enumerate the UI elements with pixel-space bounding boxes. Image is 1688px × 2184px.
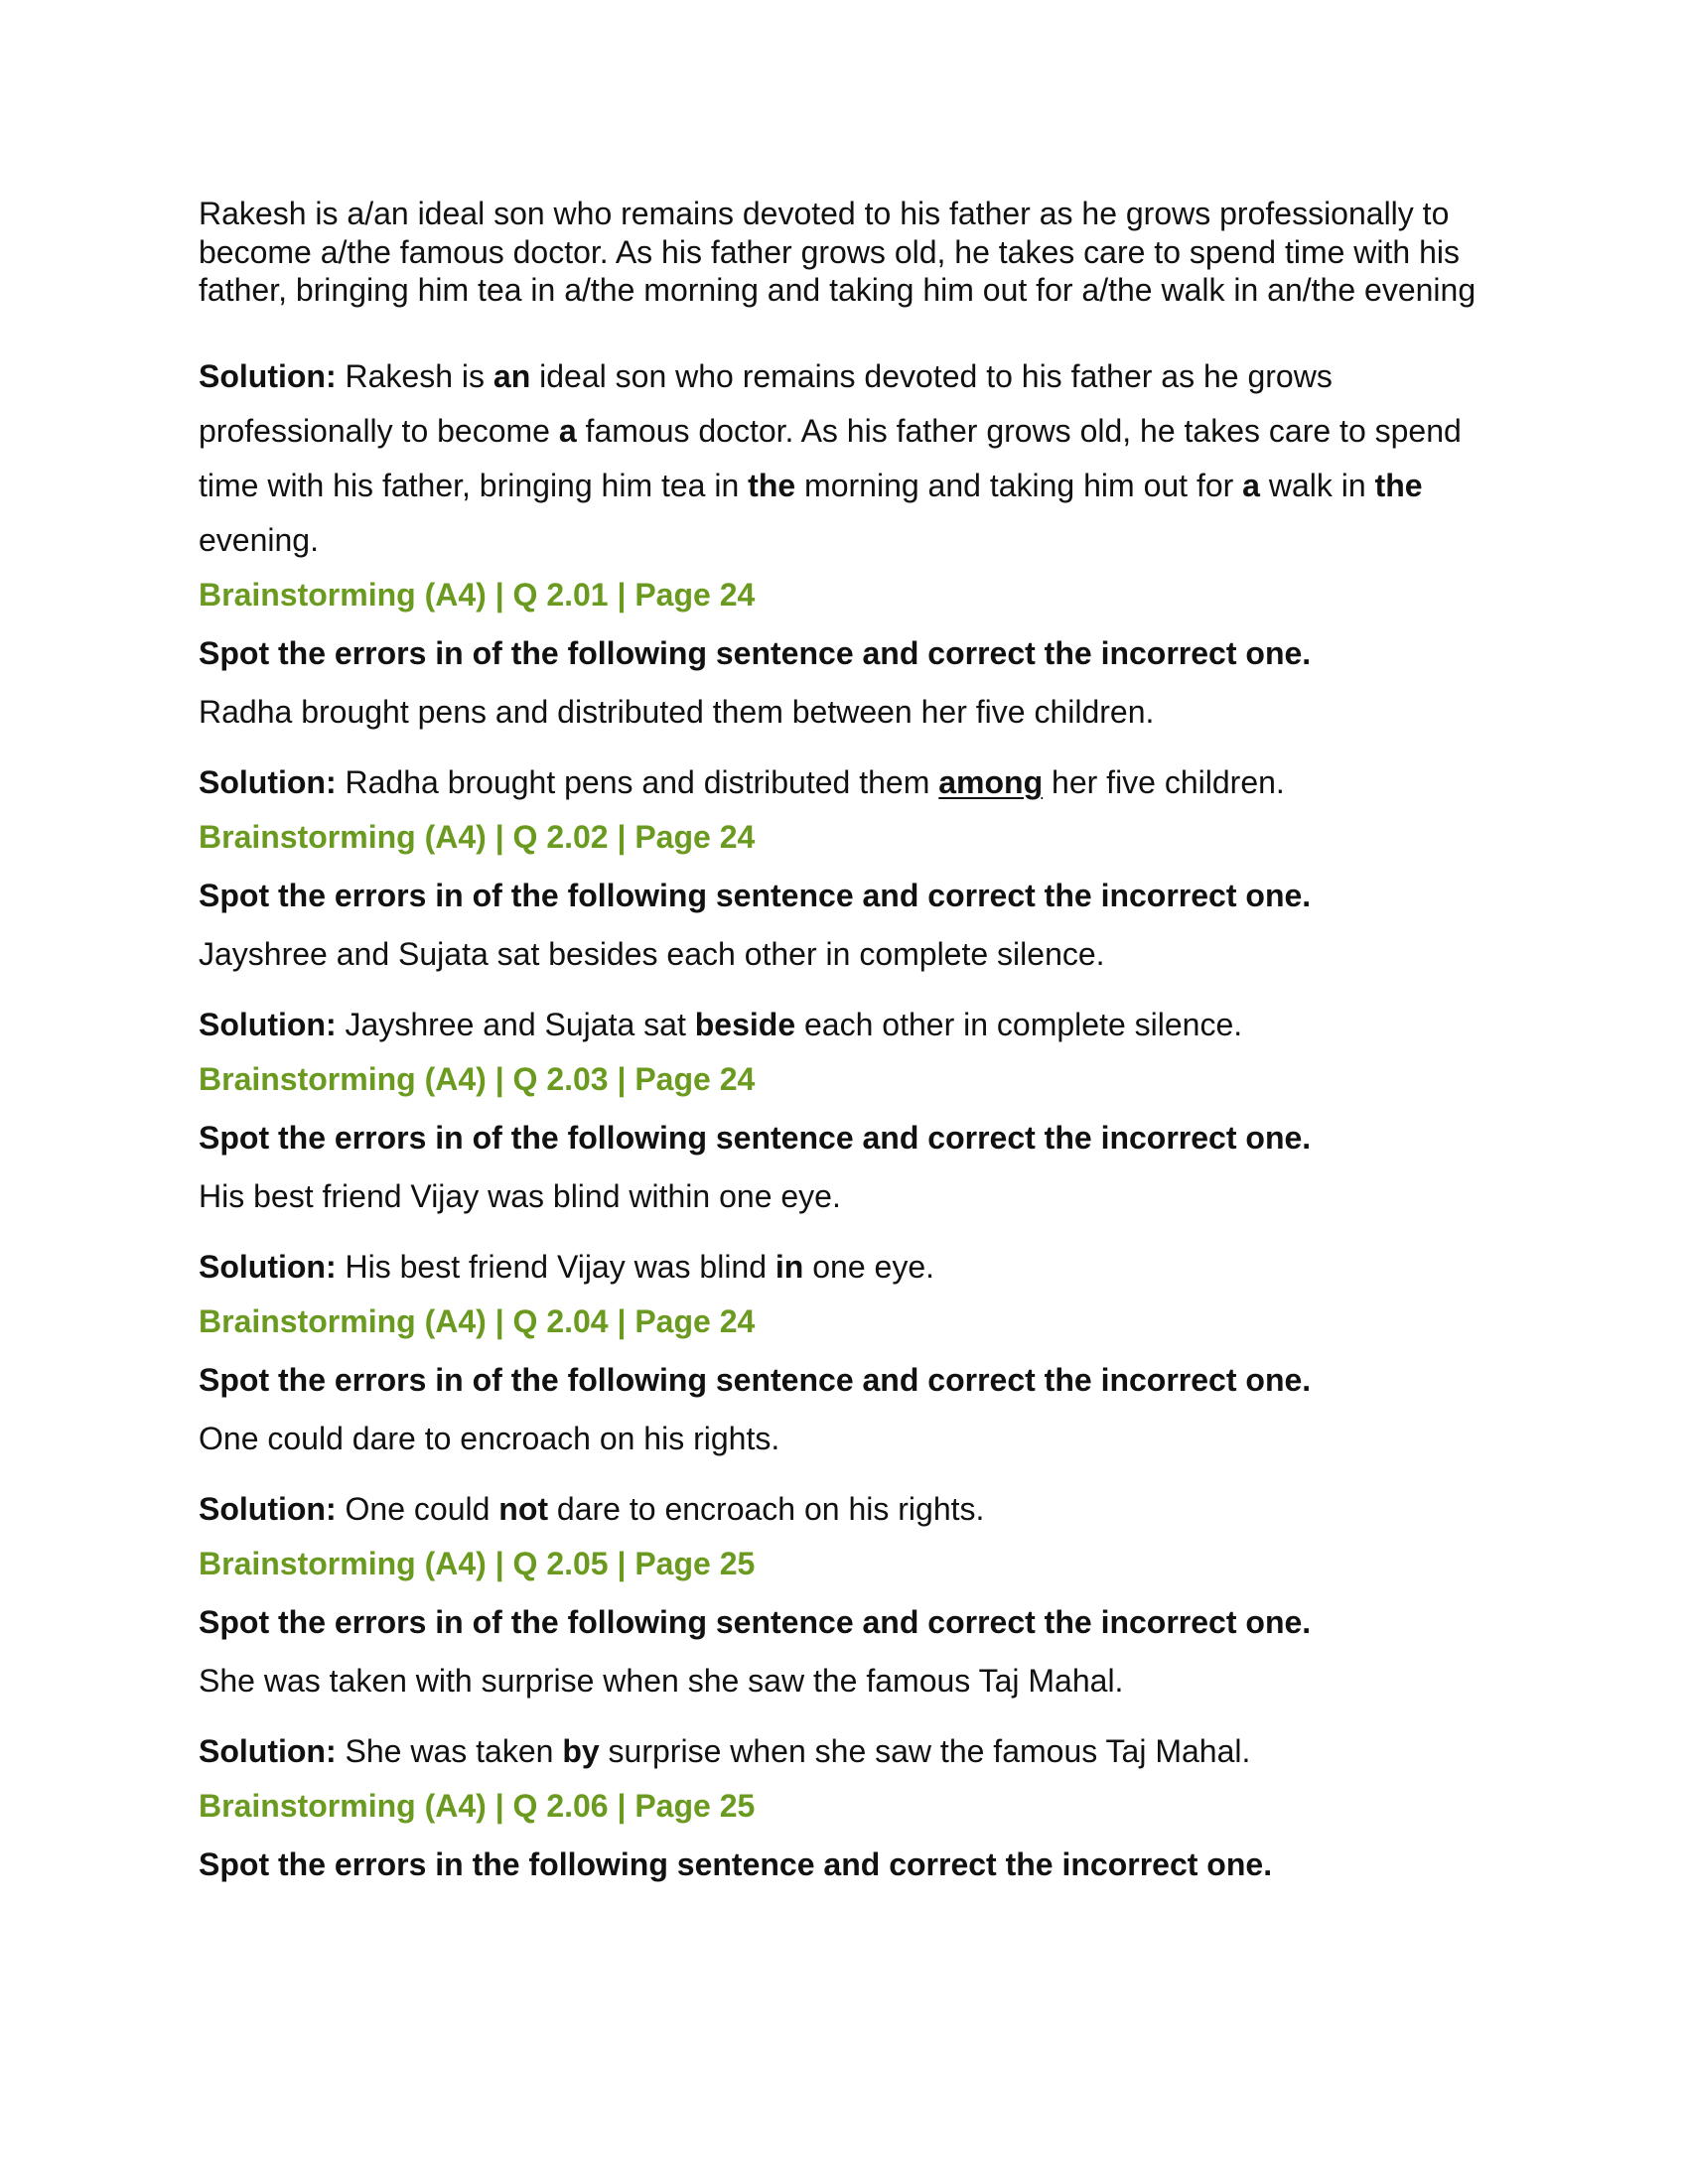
solution-label: Solution: (199, 1490, 337, 1527)
question-sentence: His best friend Vijay was blind within one eye. (199, 1177, 841, 1214)
solution (199, 755, 1509, 810)
solution-keyword: the (748, 467, 796, 503)
solution-text: each other in complete silence. (795, 1006, 1243, 1042)
solution-text: morning and taking him out for (795, 467, 1243, 503)
solution-keyword: among (938, 763, 1044, 800)
solution-keyword: not (498, 1490, 549, 1527)
solution-text: dare to encroach on his rights. (548, 1490, 985, 1527)
question-instruction: Spot the errors in of the following sentence and correct the incorrect one. (199, 1603, 1312, 1640)
question-sentence: One could dare to encroach on his rights. (199, 1420, 780, 1456)
question-instruction: Spot the errors in the following sentence and correct the incorrect one. (199, 1845, 1273, 1882)
solution-keyword: by (562, 1732, 600, 1769)
question-instruction: Spot the errors in of the following sentence and correct the incorrect one. (199, 877, 1312, 913)
solution-keyword: the (1374, 467, 1423, 503)
question-instruction: Spot the errors in of the following sentence and correct the incorrect one. (199, 1119, 1312, 1156)
document-page (199, 195, 1509, 1886)
solution (199, 1482, 1509, 1537)
solution-text: her five children. (1043, 763, 1285, 800)
solution-text: evening. (199, 521, 319, 558)
solution-label: Solution: (199, 763, 337, 800)
question-instruction: Spot the errors in of the following sentence and correct the incorrect one. (199, 1361, 1312, 1398)
solution-text: ideal son who remains devoted to his father as he grows professionally to become (199, 357, 1333, 449)
solution-text: One could (336, 1490, 499, 1527)
solution-intro (199, 349, 1509, 568)
question-sentence: Radha brought pens and distributed them between her five children. (199, 693, 1155, 730)
question-heading: Brainstorming (A4) | Q 2.05 | Page 25 (199, 1545, 756, 1581)
solution-text: Rakesh is (336, 357, 493, 394)
solution-keyword: an (492, 357, 531, 394)
solution-label: Solution: (199, 357, 337, 394)
question-instruction: Spot the errors in of the following sentence and correct the incorrect one. (199, 634, 1312, 671)
solution-text: surprise when she saw the famous Taj Mahal. (599, 1732, 1251, 1769)
solution-text: Radha brought pens and distributed them (336, 763, 939, 800)
question-heading: Brainstorming (A4) | Q 2.02 | Page 24 (199, 818, 756, 855)
solution-label: Solution: (199, 1006, 337, 1042)
solution (199, 1724, 1509, 1779)
solution-label: Solution: (199, 1248, 337, 1285)
question-sentence: Jayshree and Sujata sat besides each other in complete silence. (199, 935, 1105, 972)
question-heading: Brainstorming (A4) | Q 2.06 | Page 25 (199, 1787, 756, 1824)
solution (199, 998, 1509, 1052)
solution-keyword: a (558, 412, 577, 449)
question-heading: Brainstorming (A4) | Q 2.04 | Page 24 (199, 1302, 756, 1339)
solution-keyword: a (1242, 467, 1260, 503)
solution (199, 1240, 1509, 1295)
solution-text: She was taken (336, 1732, 563, 1769)
intro-paragraph: Rakesh is a/an ideal son who remains devoted to his father as he grows professionally to become a/the famous doctor. As his father grows old, he takes care to spend time with his father, bringing him tea in a/the morning and taking him out for a/the walk in an/the evening (199, 196, 1477, 308)
solution-text: walk in (1259, 467, 1375, 503)
solution-keyword: beside (694, 1006, 796, 1042)
solution-keyword: in (774, 1248, 804, 1285)
question-heading: Brainstorming (A4) | Q 2.03 | Page 24 (199, 1060, 756, 1097)
solution-text: one eye. (803, 1248, 934, 1285)
question-heading: Brainstorming (A4) | Q 2.01 | Page 24 (199, 576, 756, 613)
solution-text: famous doctor. As his father grows old, he takes care to spend time with his father, bringing him tea in (199, 412, 1462, 503)
question-sentence: She was taken with surprise when she saw the famous Taj Mahal. (199, 1662, 1124, 1699)
solution-label: Solution: (199, 1732, 337, 1769)
solution-text: His best friend Vijay was blind (336, 1248, 775, 1285)
solution-text: Jayshree and Sujata sat (336, 1006, 695, 1042)
